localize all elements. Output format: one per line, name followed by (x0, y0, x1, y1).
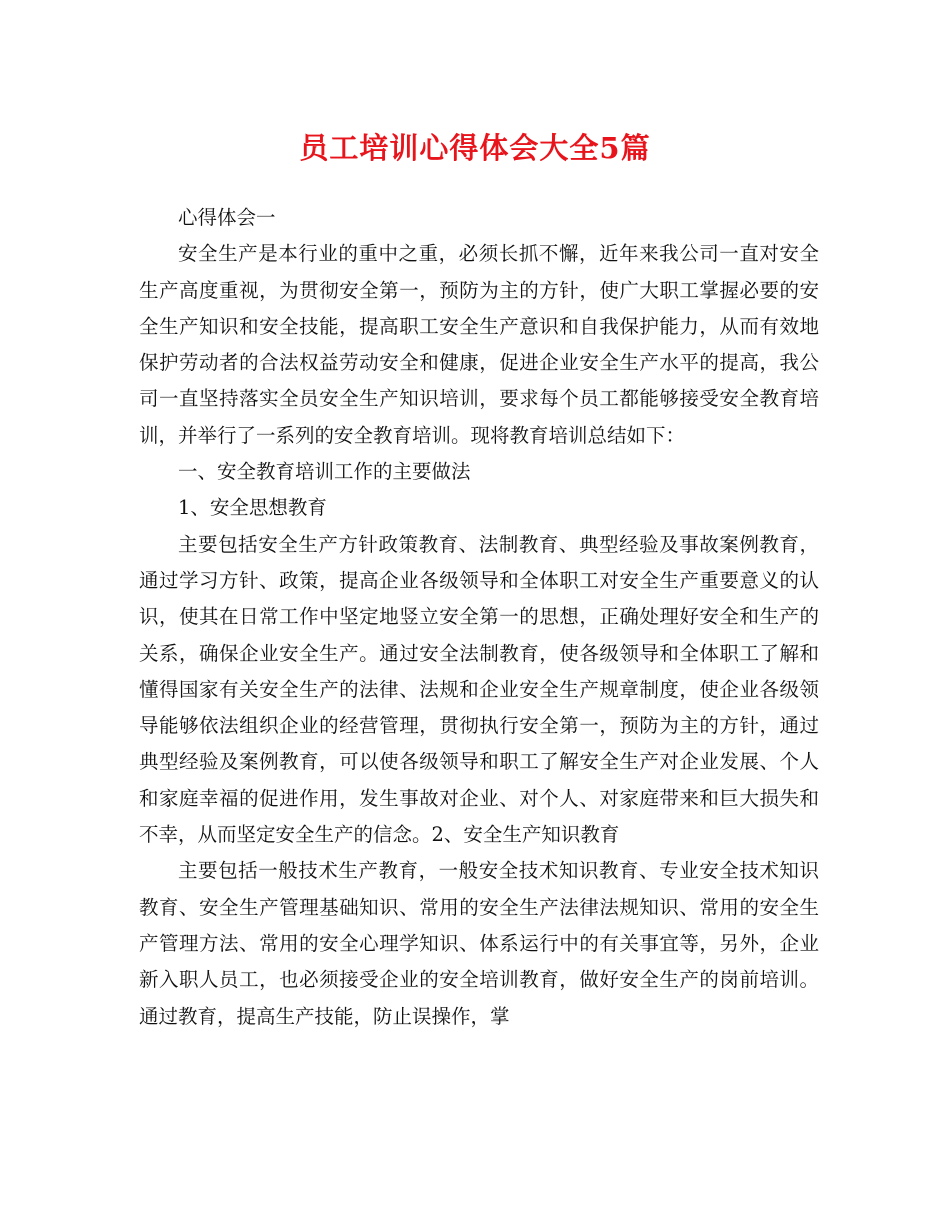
document-title: 员工培训心得体会大全5篇 (299, 131, 651, 165)
section-heading: 一、安全教育培训工作的主要做法 (178, 460, 471, 484)
paragraph: 主要包括一般技术生产教育，一般安全技术知识教育、专业安全技术知识教育、安全生产管理基础知识、常用的安全生产法律法规知识、常用的安全生产管理方法、常用的安全心理学知识、体系运行中的有关事宜等，另外，企业新入职人员工，也必须接受企业的安全培训教育，做好安全生产的岗前培训。通过教育，提高生产技能，防止误操作，掌 (139, 859, 819, 1028)
paragraph: 主要包括安全生产方针政策教育、法制教育、典型经验及事故案例教育，通过学习方针、政策，提高企业各级领导和全体职工对安全生产重要意义的认识，使其在日常工作中坚定地竖立安全第一的思想，正确处理好安全和生产的关系，确保企业安全生产。通过安全法制教育，使各级领导和全体职工了解和懂得国家有关安全生产的法律、法规和企业安全生产规章制度，使企业各级领导能够依法组织企业的经营管理，贯彻执行安全第一，预防为主的方针，通过典型经验及案例教育，可以使各级领导和职工了解安全生产对企业发展、个人和家庭幸福的促进作用，发生事故对企业、对个人、对家庭带来和巨大损失和不幸，从而坚定安全生产的信念。2、安全生产知识教育 (139, 532, 819, 847)
subsection-heading: 1、安全思想教育 (178, 496, 327, 520)
paragraph-heading-1: 心得体会一 (178, 206, 276, 229)
document-body (139, 200, 819, 1035)
paragraph: 安全生产是本行业的重中之重，必须长抓不懈，近年来我公司一直对安全生产高度重视，为贯彻安全第一，预防为主的方针，使广大职工掌握必要的安全生产知识和安全技能，提高职工安全生产意识和自我保护能力，从而有效地保护劳动者的合法权益劳动安全和健康，促进企业安全生产水平的提高，我公司一直坚持落实全员安全生产知识培训，要求每个员工都能够接受安全教育培训，并举行了一系列的安全教育培训。现将教育培训总结如下： (139, 242, 819, 447)
